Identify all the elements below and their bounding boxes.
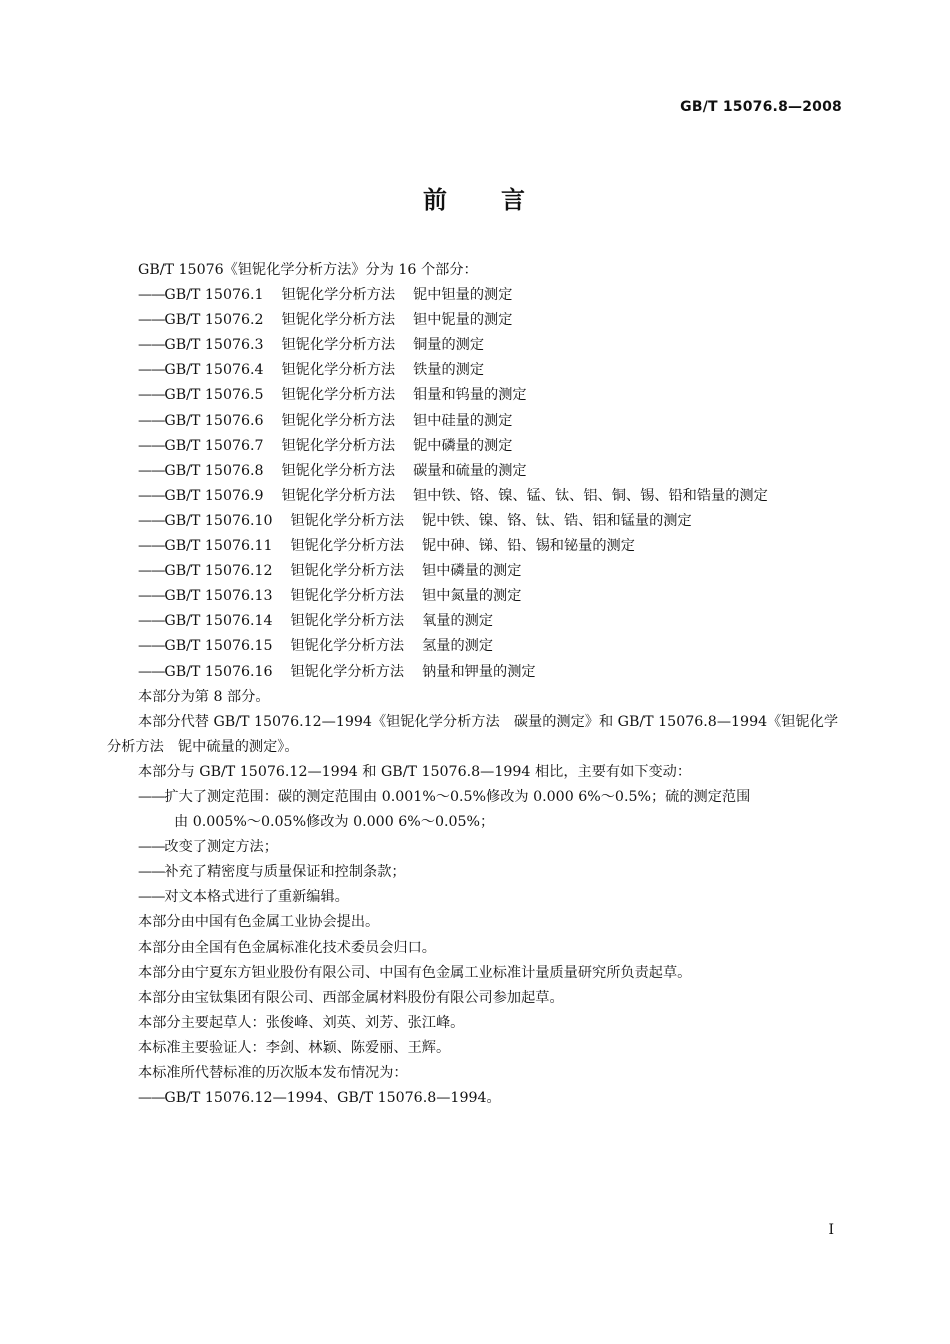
list-item: —— GB/T 15076.9 钽铌化学分析方法 钽中铁、铬、镍、锰、钛、铝、铜、锡、铅和锆量的测定 — [107, 484, 843, 509]
change-item-method: —— 改变了测定方法； — [107, 835, 843, 860]
change-item-range: —— 扩大了测定范围：碳的测定范围由 0.001%～0.5%修改为 0.000 6%～0.5%；硫的测定范围 — [107, 785, 843, 810]
change-item-range-continued: 由 0.005%～0.05%修改为 0.000 6%～0.05%； — [174, 814, 495, 831]
statement-drafted-by: 本部分由宁夏东方钽业股份有限公司、中国有色金属工业标准计量质量研究所负责起草。 — [138, 964, 692, 981]
list-item: —— GB/T 15076.11 钽铌化学分析方法 铌中砷、锑、铅、锡和铋量的测定 — [107, 534, 843, 559]
list-item: —— GB/T 15076.13 钽铌化学分析方法 钽中氮量的测定 — [107, 584, 843, 609]
statement-history-intro: 本标准所代替标准的历次版本发布情况为： — [138, 1065, 408, 1081]
list-item: —— GB/T 15076.2 钽铌化学分析方法 钽中铌量的测定 — [107, 308, 843, 333]
document-body — [107, 258, 843, 1111]
list-item: —— GB/T 15076.8 钽铌化学分析方法 碳量和硫量的测定 — [107, 459, 843, 484]
statement-drafters: 本部分主要起草人：张俊峰、刘英、刘芳、张江峰。 — [138, 1014, 465, 1031]
list-item: —— GB/T 15076.16 钽铌化学分析方法 钠量和钾量的测定 — [107, 660, 843, 685]
page-title — [0, 180, 950, 215]
list-item: —— GB/T 15076.10 钽铌化学分析方法 铌中铁、镍、铬、钛、锆、铝和锰量的测定 — [107, 509, 843, 534]
statement-committee: 本部分由全国有色金属标准化技术委员会归口。 — [138, 939, 436, 956]
list-item: —— GB/T 15076.4 钽铌化学分析方法 铁量的测定 — [107, 358, 843, 383]
list-item: —— GB/T 15076.5 钽铌化学分析方法 钼量和钨量的测定 — [107, 383, 843, 408]
statement-proposed: 本部分由中国有色金属工业协会提出。 — [138, 914, 380, 931]
change-item-format: —— 对文本格式进行了重新编辑。 — [107, 885, 843, 910]
change-item-precision: —— 补充了精密度与质量保证和控制条款； — [107, 860, 843, 885]
this-part-statement: 本部分为第 8 部分。 — [138, 688, 270, 705]
replaces-paragraph: 本部分代替 GB/T 15076.12—1994《钽铌化学分析方法 碳量的测定》和 GB/T 15076.8—1994《钽铌化学分析方法 铌中硫量的测定》。 — [107, 713, 839, 755]
page-number: I — [828, 1222, 834, 1238]
list-item: —— GB/T 15076.1 钽铌化学分析方法 铌中钽量的测定 — [107, 283, 843, 308]
intro-paragraph: GB/T 15076《钽铌化学分析方法》分为 16 个部分： — [138, 262, 478, 278]
changes-intro: 本部分与 GB/T 15076.12—1994 和 GB/T 15076.8—1994 相比，主要有如下变动： — [138, 763, 692, 780]
statement-co-drafted: 本部分由宝钛集团有限公司、西部金属材料股份有限公司参加起草。 — [138, 989, 564, 1006]
list-item: —— GB/T 15076.12 钽铌化学分析方法 钽中磷量的测定 — [107, 559, 843, 584]
statement-verifiers: 本标准主要验证人：李剑、林颖、陈爱丽、王辉。 — [138, 1039, 451, 1056]
list-item: —— GB/T 15076.15 钽铌化学分析方法 氢量的测定 — [107, 634, 843, 659]
list-item: —— GB/T 15076.6 钽铌化学分析方法 钽中硅量的测定 — [107, 409, 843, 434]
list-item: —— GB/T 15076.14 钽铌化学分析方法 氧量的测定 — [107, 609, 843, 634]
list-item: —— GB/T 15076.3 钽铌化学分析方法 铜量的测定 — [107, 333, 843, 358]
list-item: —— GB/T 15076.7 钽铌化学分析方法 铌中磷量的测定 — [107, 434, 843, 459]
parts-list — [107, 283, 843, 685]
title-char-2: 言 — [501, 186, 527, 214]
title-char-1: 前 — [423, 186, 449, 214]
history-item: —— GB/T 15076.12—1994、GB/T 15076.8—1994。 — [107, 1086, 843, 1111]
standard-code-header: GB/T 15076.8—2008 — [680, 99, 842, 115]
